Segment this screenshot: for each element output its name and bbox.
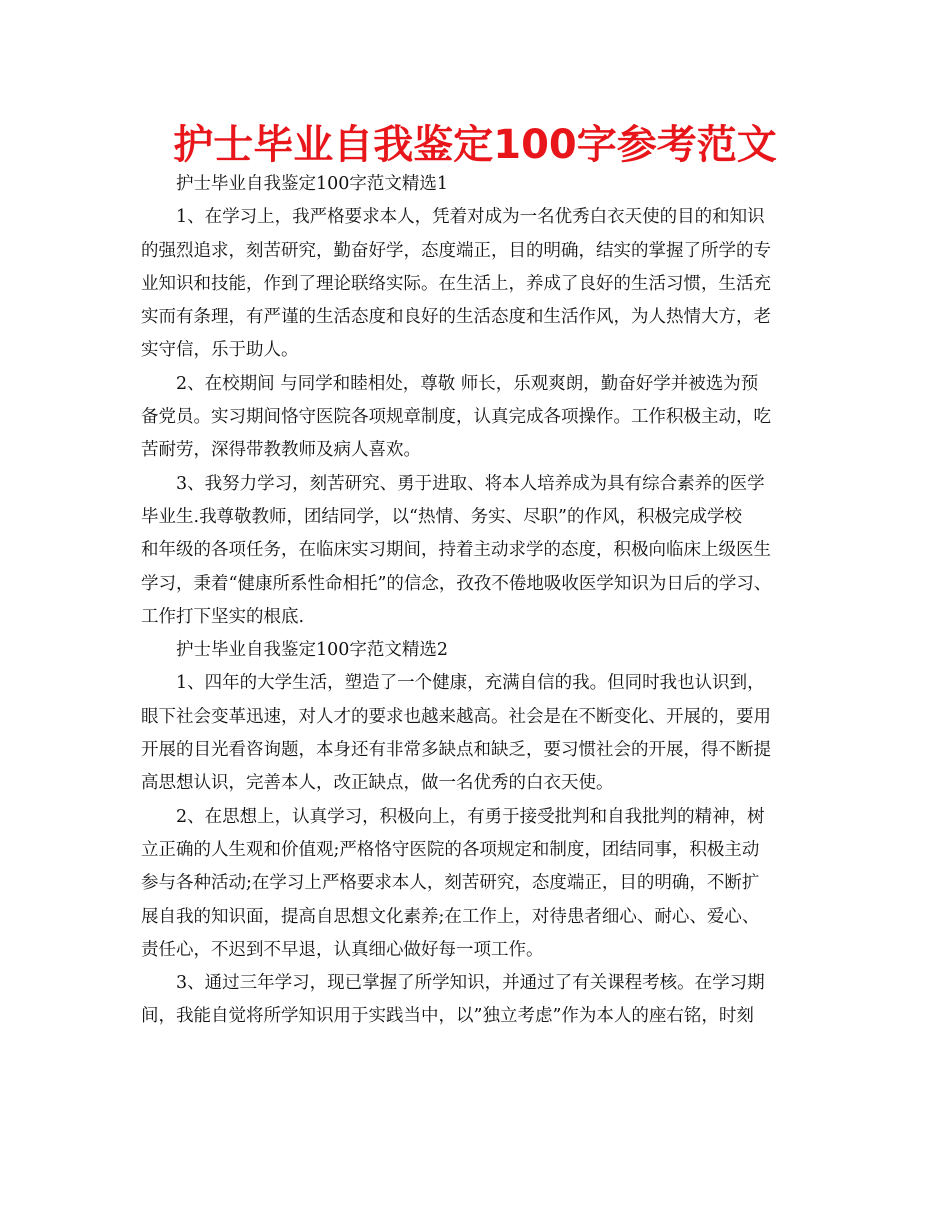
text-line: 2、在校期间 与同学和睦相处，尊敬 师长，乐观爽朗，勤奋好学并被选为预 (176, 373, 759, 394)
text-line: 1、在学习上，我严格要求本人，凭着对成为一名优秀白衣天使的目的和知识 (176, 207, 765, 228)
text-line: 1、四年的大学生活，塑造了一个健康，充满自信的我。但同时我也认识到， (176, 673, 765, 694)
document-title: 护士毕业自我鉴定100字参考范文 (173, 122, 777, 168)
text-line: 苦耐劳，深得带教教师及病人喜欢。 (141, 440, 421, 461)
text-line: 2、在思想上，认真学习，积极向上，有勇于接受批判和自我批判的精神，树 (176, 806, 765, 827)
text-line: 护士毕业自我鉴定100字范文精选2 (176, 640, 449, 661)
text-line: 的强烈追求，刻苦研究，勤奋好学，态度端正，目的明确，结实的掌握了所学的专 (141, 240, 771, 261)
text-line: 毕业生.我尊敬教师，团结同学，以“热情、务实、尽职”的作风，积极完成学校 (141, 506, 742, 527)
text-line: 展自我的知识面，提高自思想文化素养;在工作上，对待患者细心、耐心、爱心、 (141, 906, 760, 927)
text-line: 实守信，乐于助人。 (141, 340, 299, 361)
text-line: 实而有条理，有严谨的生活态度和良好的生活态度和生活作风，为人热情大方，老 (141, 307, 771, 328)
text-line: 眼下社会变革迅速，对人才的要求也越来越高。社会是在不断变化、开展的，要用 (141, 706, 771, 727)
text-line: 3、通过三年学习，现已掌握了所学知识，并通过了有关课程考核。在学习期 (176, 973, 765, 994)
text-line: 责任心，不迟到不早退，认真细心做好每一项工作。 (141, 939, 544, 960)
text-line: 立正确的人生观和价值观;严格恪守医院的各项规定和制度，团结同事，积极主动 (141, 839, 760, 860)
text-line: 3、我努力学习，刻苦研究、勇于进取、将本人培养成为具有综合素养的医学 (176, 473, 765, 494)
text-line: 学习，秉着“健康所系性命相托”的信念，孜孜不倦地吸收医学知识为日后的学习、 (141, 573, 772, 594)
text-line: 护士毕业自我鉴定100字范文精选1 (176, 174, 449, 194)
text-line: 参与各种活动;在学习上严格要求本人，刻苦研究，态度端正，目的明确，不断扩 (141, 873, 760, 894)
text-line: 开展的目光看咨询题，本身还有非常多缺点和缺乏，要习惯社会的开展，得不断提 (141, 740, 771, 761)
text-line: 业知识和技能，作到了理论联络实际。在生活上，养成了良好的生活习惯，生活充 (141, 273, 771, 294)
text-line: 工作打下坚实的根底. (141, 606, 305, 627)
document-body (141, 168, 811, 1034)
text-line: 备党员。实习期间恪守医院各项规章制度，认真完成各项操作。工作积极主动，吃 (141, 407, 771, 428)
text-line: 和年级的各项任务，在临床实习期间，持着主动求学的态度，积极向临床上级医生 (141, 540, 771, 561)
text-line: 间，我能自觉将所学知识用于实践当中，以”独立考虑”作为本人的座右铭，时刻 (141, 1006, 754, 1027)
text-line: 高思想认识，完善本人，改正缺点，做一名优秀的白衣天使。 (141, 773, 614, 794)
